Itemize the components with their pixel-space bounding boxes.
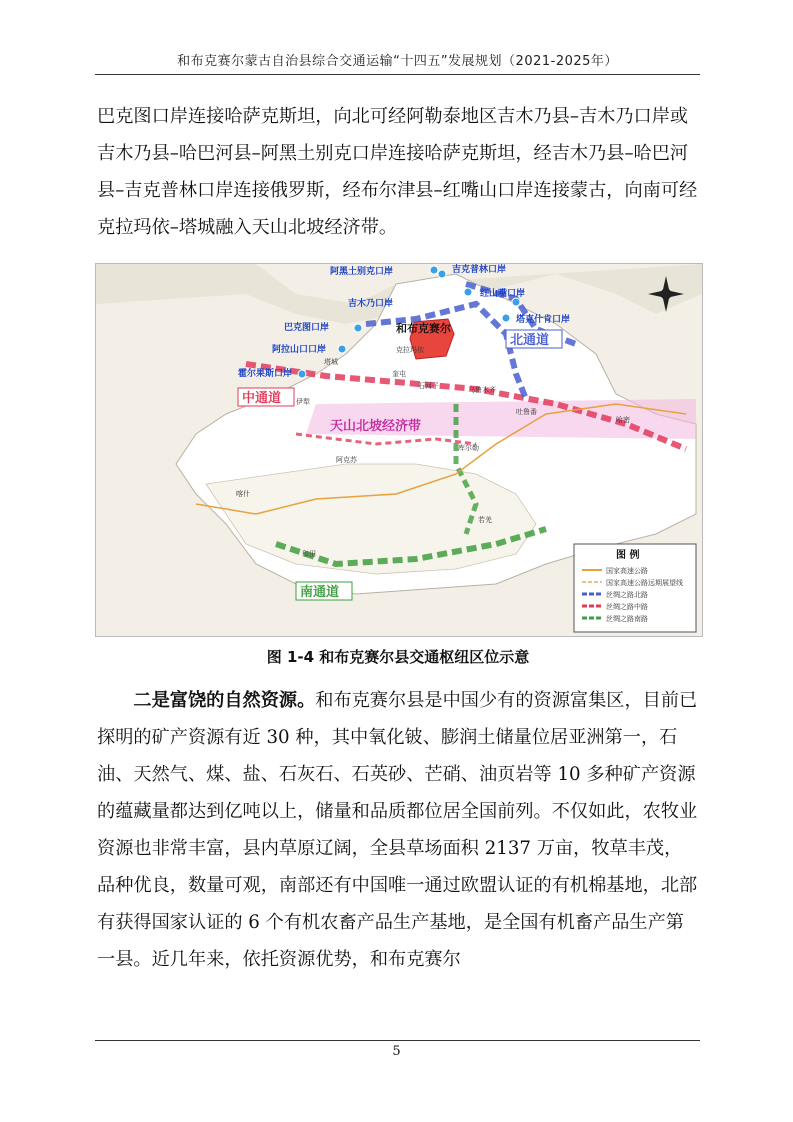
map-legend (574, 544, 696, 632)
legend-item: 国家高速公路 (606, 567, 648, 575)
tianshan-belt-label: 天山北坡经济带 (330, 419, 422, 434)
paragraph-ports: 巴克图口岸连接哈萨克斯坦，向北可经阿勒泰地区吉木乃县–吉木乃口岸或吉木乃县–哈巴河县–阿黑土别克口岸连接哈萨克斯坦，经吉木乃县–哈巴河县–吉克普林口岸连接俄罗斯，经布尔津县–红嘴山口岸连接蒙古，向南可经克拉玛依–塔城融入天山北坡经济带。 (97, 106, 698, 238)
header-rule (95, 74, 700, 75)
port-label: 阿拉山口口岸 (272, 345, 327, 355)
city-label: 伊犁 (296, 398, 310, 406)
legend-item: 丝绸之路北路 (606, 591, 648, 599)
port-label: 阿黑土别克口岸 (330, 267, 394, 277)
paragraph-lead: 二是富饶的自然资源。 (133, 690, 316, 711)
port-label: 吉木乃口岸 (348, 299, 394, 309)
city-label: 奎屯 (392, 370, 406, 378)
page-number: 5 (392, 1044, 401, 1059)
city-label: 库尔勒 (458, 444, 479, 452)
location-map (96, 264, 702, 636)
port-label: 吉克普林口岸 (452, 265, 507, 275)
port-marker (298, 370, 306, 378)
city-label: 吐鲁番 (516, 408, 537, 416)
port-marker (354, 324, 362, 332)
city-label: 若羌 (478, 516, 492, 524)
city-label: 喀什 (236, 490, 250, 498)
city-label: 克拉玛依 (396, 346, 424, 354)
map-figure (95, 263, 703, 637)
legend-item: 丝绸之路中路 (606, 603, 648, 611)
document-header: 和布克赛尔蒙古自治县综合交通运输“十四五”发展规划（2021-2025年） (177, 54, 618, 69)
middle-corridor-label: 中通道 (242, 391, 282, 406)
port-label: 塔克什肯口岸 (516, 315, 571, 325)
port-marker (464, 288, 472, 296)
port-marker (338, 345, 346, 353)
south-corridor-label: 南通道 (300, 585, 340, 600)
figure-caption: 图 1-4 和布克赛尔县交通枢纽区位示意 (266, 648, 530, 666)
port-marker (430, 266, 438, 274)
city-label: 阿克苏 (336, 456, 357, 464)
legend-item: 国家高速公路远期展望线 (606, 579, 683, 587)
paragraph-resources (97, 682, 700, 978)
port-label: 巴克图口岸 (284, 323, 330, 333)
legend-title: 图 例 (616, 550, 640, 561)
north-corridor-label: 北通道 (510, 333, 550, 348)
port-marker (512, 298, 520, 306)
port-label: 红山嘴口岸 (480, 289, 526, 299)
city-label: 石河子 (418, 382, 439, 390)
paragraph-body: 和布克赛尔县是中国少有的资源富集区，目前已探明的矿产资源有近 30 种，其中氧化铍、膨润土储量位居亚洲第一，石油、天然气、煤、盐、石灰石、石英砂、芒硝、油页岩等 10 多种矿产资源的蕴藏量都达到亿吨以上，储量和品质都位居全国前列。不仅如此，农牧业资源也非常丰富，县内草原辽阔，全县草场面积 2137 万亩，牧草丰茂，品种优良，数量可观，南部还有中国唯一通过欧盟认证的有机棉基地，北部有获得国家认证的 6 个有机农畜产品生产基地，是全国有机畜产品生产第一县。近几年来，依托资源优势，和布克赛尔 (97, 690, 698, 970)
city-label: 哈密 (616, 416, 630, 424)
city-label: 和田 (302, 550, 316, 558)
city-label: 乌鲁木齐 (468, 386, 496, 394)
center-county-label: 和布克赛尔 (396, 322, 451, 335)
legend-item: 丝绸之路南路 (606, 615, 648, 623)
port-label: 霍尔果斯口岸 (238, 369, 293, 379)
city-label: 塔城 (324, 358, 338, 366)
footer-rule (95, 1040, 700, 1041)
port-marker (502, 314, 510, 322)
port-marker (438, 270, 446, 278)
